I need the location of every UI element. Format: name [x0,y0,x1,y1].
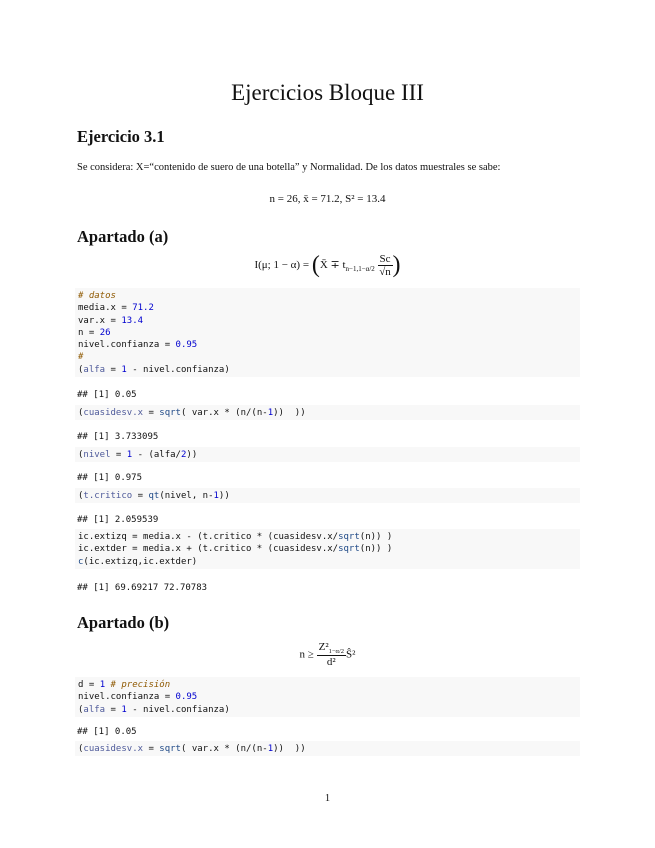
code-output: ## [1] 69.69217 72.70783 [77,583,208,593]
code-token: )) )) [273,744,306,754]
code-token: 1 [121,364,127,375]
code-token: (n)) ) [359,544,393,555]
code-output: ## [1] 0.975 [77,473,143,483]
code-token: 0.95 [175,692,198,703]
code-token: # datos [78,291,116,301]
code-token: ic.extder = media.x + (t.critico * (cuasidesv.x/ [78,544,339,555]
code-token: - nivel.confianza) [126,704,230,715]
intro-paragraph: Se considera: X=“contenido de suero de una botella” y Normalidad. De los datos muestrales se sabe: [77,162,501,173]
page-number: 1 [324,793,331,804]
code-token: ic.extizq = media.x - (t.critico * (cuasidesv.x/ [78,532,339,542]
formula-numerator: Sc [379,252,391,265]
code-line [78,351,577,363]
code-token: # [78,352,84,363]
formula-t-subscript: n−1,1−α/2 [345,265,375,274]
code-line [78,556,577,568]
code-block [75,405,580,420]
code-block [75,529,580,569]
code-token: 2 [180,450,187,460]
code-token: c [78,556,84,567]
code-line [78,691,577,703]
code-token: 0.95 [175,340,198,351]
code-block [75,741,580,756]
code-token: ( var.x * (n/(n- [180,744,268,754]
formula-sample-size [0,641,655,668]
code-token: 1 [213,491,219,501]
code-block [75,488,580,503]
code-token: sqrt [338,544,360,555]
code-token: ( [78,408,84,418]
code-line [78,704,577,716]
code-token: nivel [83,450,111,460]
section-b-heading: Apartado (b) [77,613,170,632]
code-line [78,679,577,691]
code-token: # precisión [105,680,171,690]
formula-b-rhs: Ŝ² [346,648,356,661]
exercise-heading: Ejercicio 3.1 [77,127,165,146]
code-token: cuasidesv.x [83,744,144,754]
code-token: 1 [267,408,274,418]
code-token: sqrt [159,744,181,754]
code-token: (ic.extizq,ic.extder) [83,556,198,567]
code-line [78,327,577,339]
code-token: n = [78,327,100,338]
code-token: ( [78,364,84,375]
code-token: alfa [83,364,106,375]
code-token: 1 [121,704,127,715]
code-token: )) [186,450,198,460]
code-token: 1 [99,680,106,690]
code-line [78,290,577,302]
code-token: = [132,491,149,501]
code-block [75,447,580,462]
code-token: = [143,744,160,754]
code-token: 26 [99,327,111,338]
sample-data-formula: n = 26, x̄ = 71.2, S² = 13.4 [269,193,386,205]
code-line [78,339,577,351]
code-token: ( [78,744,84,754]
code-token: - nivel.confianza) [126,364,230,375]
code-block [75,677,580,717]
code-token: sqrt [338,532,360,542]
code-token: ( [78,491,84,501]
code-token: sqrt [159,408,181,418]
code-line [78,315,577,327]
code-token: d = [78,680,100,690]
code-token: alfa [83,704,106,715]
formula-b-numerator: $Z^2_{1-\alpha/2}$ [318,641,345,656]
formula-b-numerator-subscript: 1−α/2 [328,648,345,656]
code-line [78,543,577,555]
code-output: ## [1] 0.05 [77,390,137,400]
code-token: media.x = [78,303,133,314]
code-token: = [105,364,122,375]
code-token: (nivel, n- [159,491,214,501]
code-line [78,490,577,502]
code-token: - (alfa/ [132,450,181,460]
code-token: = [143,408,160,418]
code-token: = [105,704,122,715]
code-token: var.x = [78,315,122,326]
formula-b-lhs: n ≥ [299,648,317,661]
code-token: = [110,450,127,460]
code-token: ( var.x * (n/(n- [180,408,268,418]
code-token: )) [218,491,230,501]
document-title: Ejercicios Bloque III [231,80,424,105]
formula-denominator: √n [379,266,391,278]
code-token: nivel.confianza = [78,340,176,351]
code-output: ## [1] 3.733095 [77,432,159,442]
code-line [78,407,577,419]
formula-lhs: I(μ; 1 − α) = [254,259,312,272]
code-line [78,743,577,755]
code-token: )) )) [273,408,306,418]
code-token: nivel.confianza = [78,692,176,703]
code-token: 71.2 [132,303,154,314]
code-token: 1 [126,450,133,460]
code-token: t.critico [83,491,133,501]
code-output: ## [1] 0.05 [77,727,137,737]
code-token: 1 [267,744,274,754]
code-token: (n)) ) [359,532,393,542]
code-token: qt [148,491,160,501]
formula-confidence-interval [0,252,655,279]
code-line [78,531,577,543]
formula-open-paren: ( [311,252,320,278]
code-token: ( [78,704,84,715]
code-line [78,449,577,461]
code-line [78,302,577,314]
section-a-heading: Apartado (a) [77,227,169,246]
formula-close-paren: ) [392,252,401,278]
formula-b-fraction [317,641,346,668]
formula-fraction [378,253,393,278]
formula-mid: X̄ ∓ t [319,259,346,272]
code-line [78,364,577,376]
code-token: ( [78,450,84,460]
code-token: cuasidesv.x [83,408,144,418]
code-token: 13.4 [121,315,144,326]
formula-b-denominator: d² [326,656,336,669]
code-block [75,288,580,377]
code-output: ## [1] 2.059539 [77,515,159,525]
